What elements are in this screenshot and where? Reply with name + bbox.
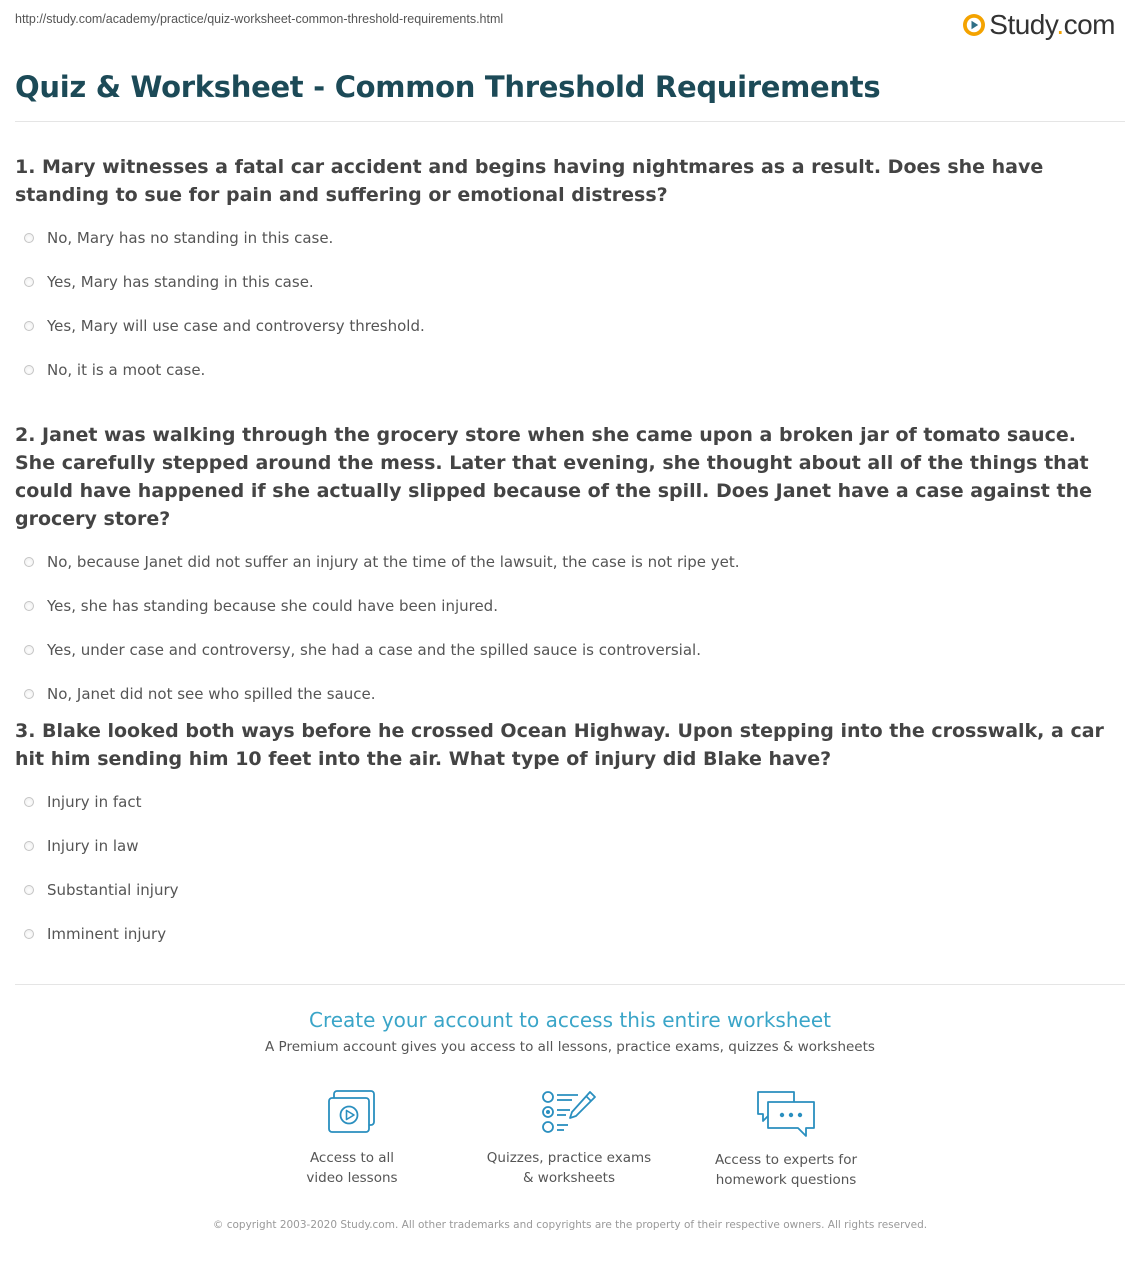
answer-option[interactable] — [15, 780, 1120, 824]
answer-label: No, Janet did not see who spilled the sauce. — [47, 685, 376, 703]
answer-option[interactable] — [15, 912, 1120, 956]
question-3 — [15, 717, 1120, 956]
answer-list — [15, 540, 1120, 716]
play-logo-icon — [962, 13, 986, 37]
answer-option[interactable] — [15, 628, 1120, 672]
radio-button[interactable] — [24, 841, 34, 851]
answer-option[interactable] — [15, 348, 1120, 392]
radio-button[interactable] — [24, 645, 34, 655]
radio-button[interactable] — [24, 797, 34, 807]
question-1 — [15, 153, 1120, 392]
answer-label: Injury in fact — [47, 793, 142, 811]
answer-option[interactable] — [15, 260, 1120, 304]
answer-label: Yes, under case and controversy, she had a case and the spilled sauce is controversial. — [47, 641, 701, 659]
footer-copyright: © copyright 2003-2020 Study.com. All other trademarks and copyrights are the property of their respective owners. All rights reserved. — [212, 1219, 928, 1231]
feature-label: Access to experts for homework questions — [714, 1152, 857, 1188]
page-url: http://study.com/academy/practice/quiz-worksheet-common-threshold-requirements.html — [15, 12, 504, 26]
answer-option[interactable] — [15, 868, 1120, 912]
signup-callout — [0, 1006, 1140, 1056]
feature-experts — [686, 1088, 886, 1190]
answer-label: Imminent injury — [47, 925, 167, 943]
feature-label: Quizzes, practice exams & worksheets — [486, 1150, 652, 1186]
answer-option[interactable] — [15, 824, 1120, 868]
answer-label: Yes, she has standing because she could have been injured. — [47, 597, 498, 615]
radio-button[interactable] — [24, 689, 34, 699]
question-2 — [15, 421, 1120, 716]
header-bar — [0, 0, 1140, 60]
logo-wordmark — [989, 9, 1115, 41]
answer-option[interactable] — [15, 304, 1120, 348]
radio-button[interactable] — [24, 277, 34, 287]
page-title: Quiz & Worksheet - Common Threshold Requirements — [15, 70, 881, 104]
answer-label: Injury in law — [47, 837, 139, 855]
radio-button[interactable] — [24, 557, 34, 567]
answer-label: No, it is a moot case. — [47, 361, 206, 379]
answer-list — [15, 780, 1120, 956]
study-logo[interactable] — [962, 8, 1115, 42]
answer-label: Yes, Mary has standing in this case. — [47, 273, 314, 291]
radio-button[interactable] — [24, 321, 34, 331]
answer-option[interactable] — [15, 584, 1120, 628]
feature-label: Access to all video lessons — [306, 1150, 398, 1186]
radio-button[interactable] — [24, 601, 34, 611]
answer-option[interactable] — [15, 216, 1120, 260]
answer-option[interactable] — [15, 672, 1120, 716]
question-text: 2. Janet was walking through the grocery store when she came upon a broken jar of tomato sauce. She carefully stepped around the mess. Later that evening, she thought about all of the things that could have happened if she actually slipped because of the spill. Does Janet have a case against the grocery store? — [15, 424, 1092, 530]
feature-video-lessons — [252, 1088, 452, 1188]
video-lessons-icon — [326, 1088, 378, 1138]
radio-button[interactable] — [24, 365, 34, 375]
radio-button[interactable] — [24, 885, 34, 895]
answer-label: Substantial injury — [47, 881, 179, 899]
logo-dot: . — [1056, 9, 1064, 40]
answer-option[interactable] — [15, 540, 1120, 584]
section-divider — [15, 984, 1125, 985]
question-text: 1. Mary witnesses a fatal car accident and begins having nightmares as a result. Does she have standing to sue for pain and suffering or emotional distress? — [15, 156, 1044, 206]
title-divider — [15, 121, 1125, 122]
answer-label: No, because Janet did not suffer an injury at the time of the lawsuit, the case is not ripe yet. — [47, 553, 740, 571]
feature-list — [0, 1088, 1140, 1198]
answer-label: Yes, Mary will use case and controversy threshold. — [47, 317, 425, 335]
question-text: 3. Blake looked both ways before he crossed Ocean Highway. Upon stepping into the crosswalk, a car hit him sending him 10 feet into the air. What type of injury did Blake have? — [15, 720, 1104, 770]
premium-description: A Premium account gives you access to all lessons, practice exams, quizzes & worksheets — [265, 1039, 875, 1055]
create-account-link[interactable]: Create your account to access this entire worksheet — [309, 1008, 831, 1032]
logo-name: Study — [989, 9, 1057, 40]
logo-tld: com — [1063, 9, 1115, 40]
radio-button[interactable] — [24, 233, 34, 243]
answer-label: No, Mary has no standing in this case. — [47, 229, 334, 247]
chat-experts-icon — [754, 1088, 818, 1140]
radio-button[interactable] — [24, 929, 34, 939]
answer-list — [15, 216, 1120, 392]
feature-quizzes — [469, 1088, 669, 1188]
quiz-checklist-icon — [540, 1088, 598, 1138]
